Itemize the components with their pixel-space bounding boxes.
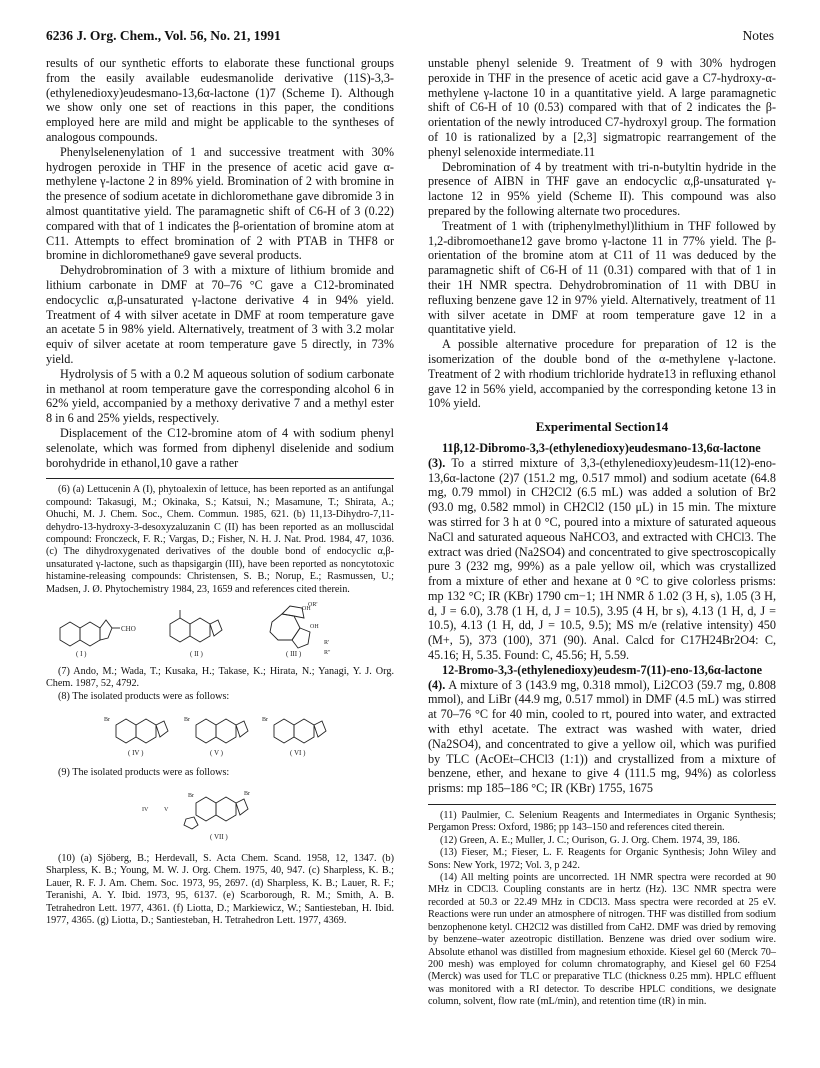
figure-footnote-6-structures (46, 600, 394, 662)
body-paragraph: Debromination of 4 by treatment with tri-n-butyltin hydride in the presence of AIBN in THF gave an endocyclic α,β-unsaturated γ-lactone 12 in 95% yield (Scheme II). This compound was also prepared by the following alternate two procedures. (428, 159, 776, 218)
label-br: Br (104, 716, 110, 723)
body-paragraph: Displacement of the C12-bromine atom of 4 with sodium phenyl selenolate, which was formed from diphenyl diselenide and sodium borohydride in ethanol,10 gave a rather (46, 425, 394, 470)
footnote-divider (428, 804, 776, 805)
structures-i-ii-iii (46, 600, 394, 658)
section-label: Notes (742, 28, 774, 43)
label-compound-iii: ( III ) (286, 649, 302, 658)
compound-title: 12-Bromo-3,3-(ethylenedioxy)eudesm-7(11)-eno-13,6α-lactone (4). (428, 662, 763, 692)
label-or: OR' (308, 601, 318, 608)
body-paragraph: Treatment of 1 with (triphenylmethyl)lithium in THF followed by 1,2-dibromoethane12 gave bromo γ-lactone 11 in 77% yield. The β-orientation of the bromine atom at C11 of 11 was deduced by the paramagnetic shift of C6-H of 11 (0.31) compared with that of 1 in their 1H NMR spectra. Dehydrobromination of 11 with DBU in refluxing benzene gave 12 in 97% yield. Alternatively, treatment of 11 with silver acetate in DMF at room temperature gave 12 in a quantitative yield. (428, 218, 776, 337)
procedure-text: A mixture of 3 (143.9 mg, 0.318 mmol), Li2CO3 (59.7 mg, 0.808 mmol), and LiBr (44.9 mg, 0.517 mmol) in DMF (4.5 mL) was stirred at 70–76 °C for 40 min, cooled to rt, poured into water, and extracted with ethyl acetate. The extract was washed with water, dried (Na2SO4), and concentrated to give a yellow oil, which was purified by TLC (AcOEt–CHCl3 (1:1)) and crystallized from a mixture of benzene, ether, and hexane to give 4 (111.5 mg, 94%) as colorless prisms: mp 185–186 °C; IR (KBr) 1755, 1675 (428, 677, 777, 796)
label-br: Br (262, 716, 268, 723)
footnote-13: (13) Fieser, M.; Fieser, L. F. Reagents for Organic Synthesis; John Wiley and Sons: New York, 1972; Vol. 3, p 242. (428, 847, 776, 871)
label-compound-v: ( V ) (210, 748, 223, 757)
footnote-12: (12) Green, A. E.; Muller, J. C.; Ourison, G. J. Org. Chem. 1974, 39, 186. (440, 834, 740, 846)
footnote-14: (14) All melting points are uncorrected. 1H NMR spectra were recorded at 90 MHz in CDCl3. Coupling constants are in hertz (Hz). 13C NMR spectra were recorded at 50.3 or 22.49 MHz in CDCl3. Mass spectra were recorded at 25 eV. Reactions were run under an atmosphere of nitrogen. THF was distilled from sodium benzophenone ketyl. CH2Cl2 was distilled from CaH2. DMF was dried by removing by benzene–water azeotropic distillation. Benzene was dried over sodium wire. Absolute ethanol was distilled from magnesium ethoxide. Kiesel gel 60 (Merck 70–200 mesh) was employed for column chromatography, and Kiesel gel 60 F254 (Merck) was used for TLC or preparative TLC (thickness 0.25 mm). HPLC effluent was monitored with a RI detector. To describe HPLC conditions, we designate column, solvent, flow rate (mL/min), and retention time (tR) in min. (428, 872, 776, 1008)
label-compound-vii: ( VII ) (210, 833, 228, 842)
label-r-double-prime: R" (324, 649, 331, 656)
body-paragraph: Dehydrobromination of 3 with a mixture of lithium bromide and lithium carbonate in DMF at 70–76 °C gave a C12-brominated endocyclic α,β-unsaturated γ-lactone derivative 4 in 94% yield. Treatment of 4 with silver acetate in DMF at room temperature gave an acetate 5 in 98% yield. Alternatively, treatment of 3 with 3.2 molar equiv of silver acetate at room temperature gave 5 directly, in 73% yield. (46, 263, 394, 366)
body-paragraph: A possible alternative procedure for preparation of 12 is the isomerization of the double bond of the α-methylene γ-lactone. Treatment of 2 with rhodium trichloride hydrate13 in refluxing ethanol gave 12 in 56% yield, accompanied by the corresponding ketone 13 in 10% yield. (428, 337, 776, 411)
page-header (46, 28, 774, 46)
left-column (46, 56, 394, 927)
label-compound-vi: ( VI ) (290, 748, 306, 757)
footnote-9: (9) The isolated products were as follows: (58, 766, 230, 778)
experimental-entry-3 (428, 441, 776, 663)
body-paragraph: unstable phenyl selenide 9. Treatment of 9 with 30% hydrogen peroxide in THF in the presence of acetic acid gave a C7-hydroxy-α-methylene γ-lactone 10 in a quantitative yield. A large paramagnetic shift of C6-H of 10 (0.53) compared with that of 2 indicates the β-orientation of the newly introduced C7-hydroxyl group. The formation of 10 is rationalized by a [2,3] sigmatropic rearrangement of the phenyl selenoxide intermediate.11 (428, 56, 776, 159)
footnote-7: (7) Ando, M.; Wada, T.; Kusaka, H.; Takase, K.; Hirata, N.; Yanagi, Y. J. Org. Chem. 1987, 52, 4792. (46, 665, 394, 690)
procedure-text: To a stirred mixture of 3,3-(ethylenedioxy)eudesm-11(12)-eno-13,6α-lactone (2)7 (151.2 mg, 0.517 mmol) and sodium acetate (64.8 mg, 0.79 mmol) in CH2Cl2 (6.5 mL) was added a solution of Br2 (93.0 mg, 0.582 mmol) in CH2Cl2 (150 μL) in 15 min. The mixture was stirred for 3 h at 0 °C, poured into a mixture of saturated aqueous NaCl and saturated aqueous NaHCO3, and extracted with CHCl3. The extract was dried (Na2SO4) and concentrated to give spectroscopically pure 3 (232 mg, 99%) as a pale yellow oil, which was crystallized from a mixture of ether and hexane at 0 °C to give colorless prisms: mp 132 °C; IR (KBr) 1790 cm−1; 1H NMR δ 1.02 (3 H, s), 1.05 (3 H, d, J = 6.0), 3.78 (1 H, d, J = 10.5), 3.95 (4 H, br s), 4.13 (1 H, d, J = 10.5), 4.13 (1 H, dd, J = 10.5, 9.5); MS m/e (relative intensity) 450 (M+, 5), 373 (100), 371 (90). Anal. Calcd for C17H24Br2O4: C, 45.16; H, 5.35. Found: C, 45.56; H, 5.59. (428, 455, 776, 663)
figure-footnote-8-structures (46, 707, 394, 763)
structures-iv-v-vi (46, 707, 394, 759)
section-title: Experimental Section14 (535, 419, 669, 435)
label-r-prime: R' (324, 639, 330, 646)
body-paragraph: Hydrolysis of 5 with a 0.2 M aqueous solution of sodium carbonate in methanol at room temperature gave the corresponding alcohol 6 in 62% yield, accompanied by a methoxy derivative 7 and a methyl ester 8 in 6 and 25% yields, respectively. (46, 366, 394, 426)
label-oh-1: OH (302, 605, 311, 612)
body-paragraph: Phenylselenenylation of 1 and successive treatment with 30% hydrogen peroxide in THF in the presence of acetic acid gave α-methylene γ-lactone 2 in 89% yield. Bromination of 2 with bromine in the presence of sodium acetate in dichloromethane gave dibromide 3 in almost quantitative yield. The paramagnetic shift of C6-H of 3 (0.22) compared with that of 1 indicates the β-orientation of bromine atom at C11. Attempts to effect bromination of 2 with PTAB in THF8 or bromine in dichloromethane9 gave several products. (46, 144, 394, 263)
footnote-10: (10) (a) Sjöberg, B.; Herdevall, S. Acta Chem. Scand. 1958, 12, 1347. (b) Sharpless, K. B.; Young, M. W. J. Org. Chem. 1975, 40, 947. (c) Sharpless, K. B.; Lauer, R. F. J. Am. Chem. Soc. 1973, 95, 2697. (d) Sharpless, K. B.; Lauer, R. F.; Teranishi, A. Y. Ibid. 1973, 95, 6137. (e) Scarborough, R. M.; Smith, A. B. Tetrahedron Lett. 1977, 4361. (f) Liotta, D.; Markiewicz, W.; Santiesteban, H. Ibid. 1977, 4365. (g) Liotta, D.; Santiesteban, H. Tetrahedron Lett. 1977, 4369. (46, 852, 394, 927)
label-compound-iv: ( IV ) (128, 748, 144, 757)
right-column (428, 56, 776, 1009)
body-paragraph: results of our synthetic efforts to elaborate these functional groups from the easily available eudesmanolide derivative (11S)-3,3-(ethylenedioxy)eudesmano-13,6α-lactone (1)7 (Scheme I). Although we show only one set of reactions in this paper, the conditions employed here are mild and might be applicable to the syntheses of analogous compounds. (46, 56, 394, 144)
label-br: Br (184, 716, 190, 723)
structure-vii (46, 783, 394, 845)
label-compound-i: ( I ) (76, 649, 87, 658)
journal-citation: 6236 J. Org. Chem., Vol. 56, No. 21, 1991 (46, 28, 281, 43)
label-oh-2: OH (310, 623, 319, 630)
footnote-11: (11) Paulmier, C. Selenium Reagents and Intermediates in Organic Synthesis; Pergamon Press: Oxford, 1986; pp 143–150 and references cited therein. (428, 810, 776, 834)
footnote-8: (8) The isolated products were as follows: (58, 690, 230, 702)
label-compound-ii: ( II ) (190, 649, 203, 658)
label-v: V (164, 807, 169, 814)
label-cho: CHO (121, 624, 136, 633)
label-br: Br (188, 793, 194, 800)
experimental-entry-4 (428, 663, 776, 796)
label-br: Br (244, 791, 250, 798)
footnote-6: (6) (a) Lettucenin A (I), phytoalexin of lettuce, has been reported as an antifungal compound: Takasugi, M.; Okinaka, S.; Katsui, N.; Masamune, T.; Shirata, A.; Ohuchi, M. J. Chem. Soc., Chem. Commun. 1985, 621. (b) 11,13-Dihydro-7,11-dehydro-13-hydroxy-3-desoxyzaluzanin C (II) has been reported as an molluscidal compound: Fronczeck, F. R.; Vargas, D.; Fisher, N. H. J. Nat. Prod. 1984, 47, 1036. (c) The dihydroxygenated derivatives of the double bond of endocyclic α,β-unsaturated γ-lactone, such as thapsigargin (III), have been reported as noncytotoxic histamine-releasing compounds: Christensen, S. B.; Norup, E.; Rasmussen, U.; Madsen, J. Ø. Phytochemistry 1984, 23, 1659 and references cited therein. (46, 484, 394, 595)
footnote-divider (46, 478, 394, 479)
compound-title: 11β,12-Dibromo-3,3-(ethylenedioxy)eudesmano-13,6α-lactone (3). (428, 440, 761, 470)
figure-footnote-9-structures (46, 783, 394, 849)
label-iv: IV (142, 807, 149, 814)
